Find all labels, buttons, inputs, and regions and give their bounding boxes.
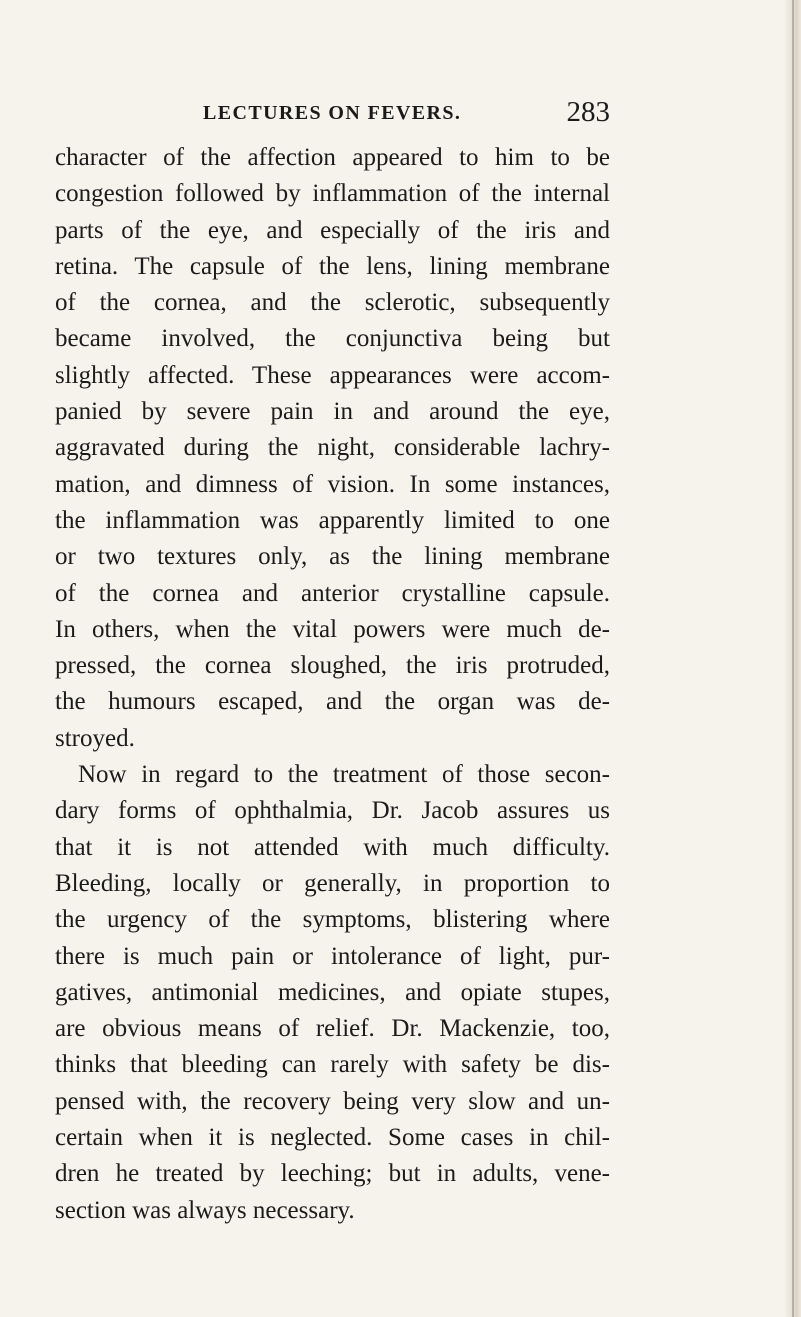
text-line: pressed, the cornea sloughed, the iris protruded,: [55, 652, 610, 680]
page-edge-line: [792, 0, 794, 1317]
text-line: the inflammation was apparently limited to one: [55, 506, 610, 534]
text-line: dren he treated by leeching; but in adults, vene-: [55, 1160, 610, 1188]
text-line: pensed with, the recovery being very slow and un-: [55, 1087, 610, 1115]
text-line: the humours escaped, and the organ was de-: [55, 688, 610, 716]
text-line: dary forms of ophthalmia, Dr. Jacob assures us: [55, 797, 610, 825]
text-line: the urgency of the symptoms, blistering where: [55, 906, 610, 934]
text-line: slightly affected. These appearances were accom-: [55, 361, 610, 389]
text-line: aggravated during the night, considerable lachry-: [55, 434, 610, 462]
text-line: congestion followed by inflammation of the internal: [55, 180, 610, 208]
page-header: [55, 96, 610, 132]
text-line: of the cornea, and the sclerotic, subsequently: [55, 289, 610, 317]
text-line: Bleeding, locally or generally, in proportion to: [55, 869, 610, 897]
text-line: section was always necessary.: [55, 1196, 355, 1224]
text-line: thinks that bleeding can rarely with safety be dis-: [55, 1051, 610, 1079]
body-text: [55, 140, 610, 1229]
text-line: Now in regard to the treatment of those secon-: [78, 761, 610, 789]
text-line: certain when it is neglected. Some cases in chil-: [55, 1124, 610, 1152]
text-line: character of the affection appeared to him to be: [55, 144, 610, 171]
text-line: panied by severe pain in and around the eye,: [55, 398, 610, 426]
running-title: LECTURES ON FEVERS.: [203, 102, 462, 124]
text-line: parts of the eye, and especially of the iris and: [55, 216, 610, 244]
text-line: stroyed.: [55, 724, 135, 752]
page-number: 283: [566, 96, 610, 128]
text-line: there is much pain or intolerance of light, pur-: [55, 942, 610, 970]
text-line: of the cornea and anterior crystalline capsule.: [55, 579, 610, 607]
text-line: became involved, the conjunctiva being but: [55, 325, 610, 353]
text-line: In others, when the vital powers were much de-: [55, 615, 610, 643]
text-line: are obvious means of relief. Dr. Mackenzie, too,: [55, 1015, 610, 1043]
text-line: mation, and dimness of vision. In some instances,: [55, 470, 610, 498]
text-line: that it is not attended with much difficulty.: [55, 833, 610, 861]
text-line: gatives, antimonial medicines, and opiate stupes,: [55, 978, 610, 1006]
text-line: or two textures only, as the lining membrane: [55, 543, 610, 571]
text-line: retina. The capsule of the lens, lining membrane: [55, 252, 610, 280]
